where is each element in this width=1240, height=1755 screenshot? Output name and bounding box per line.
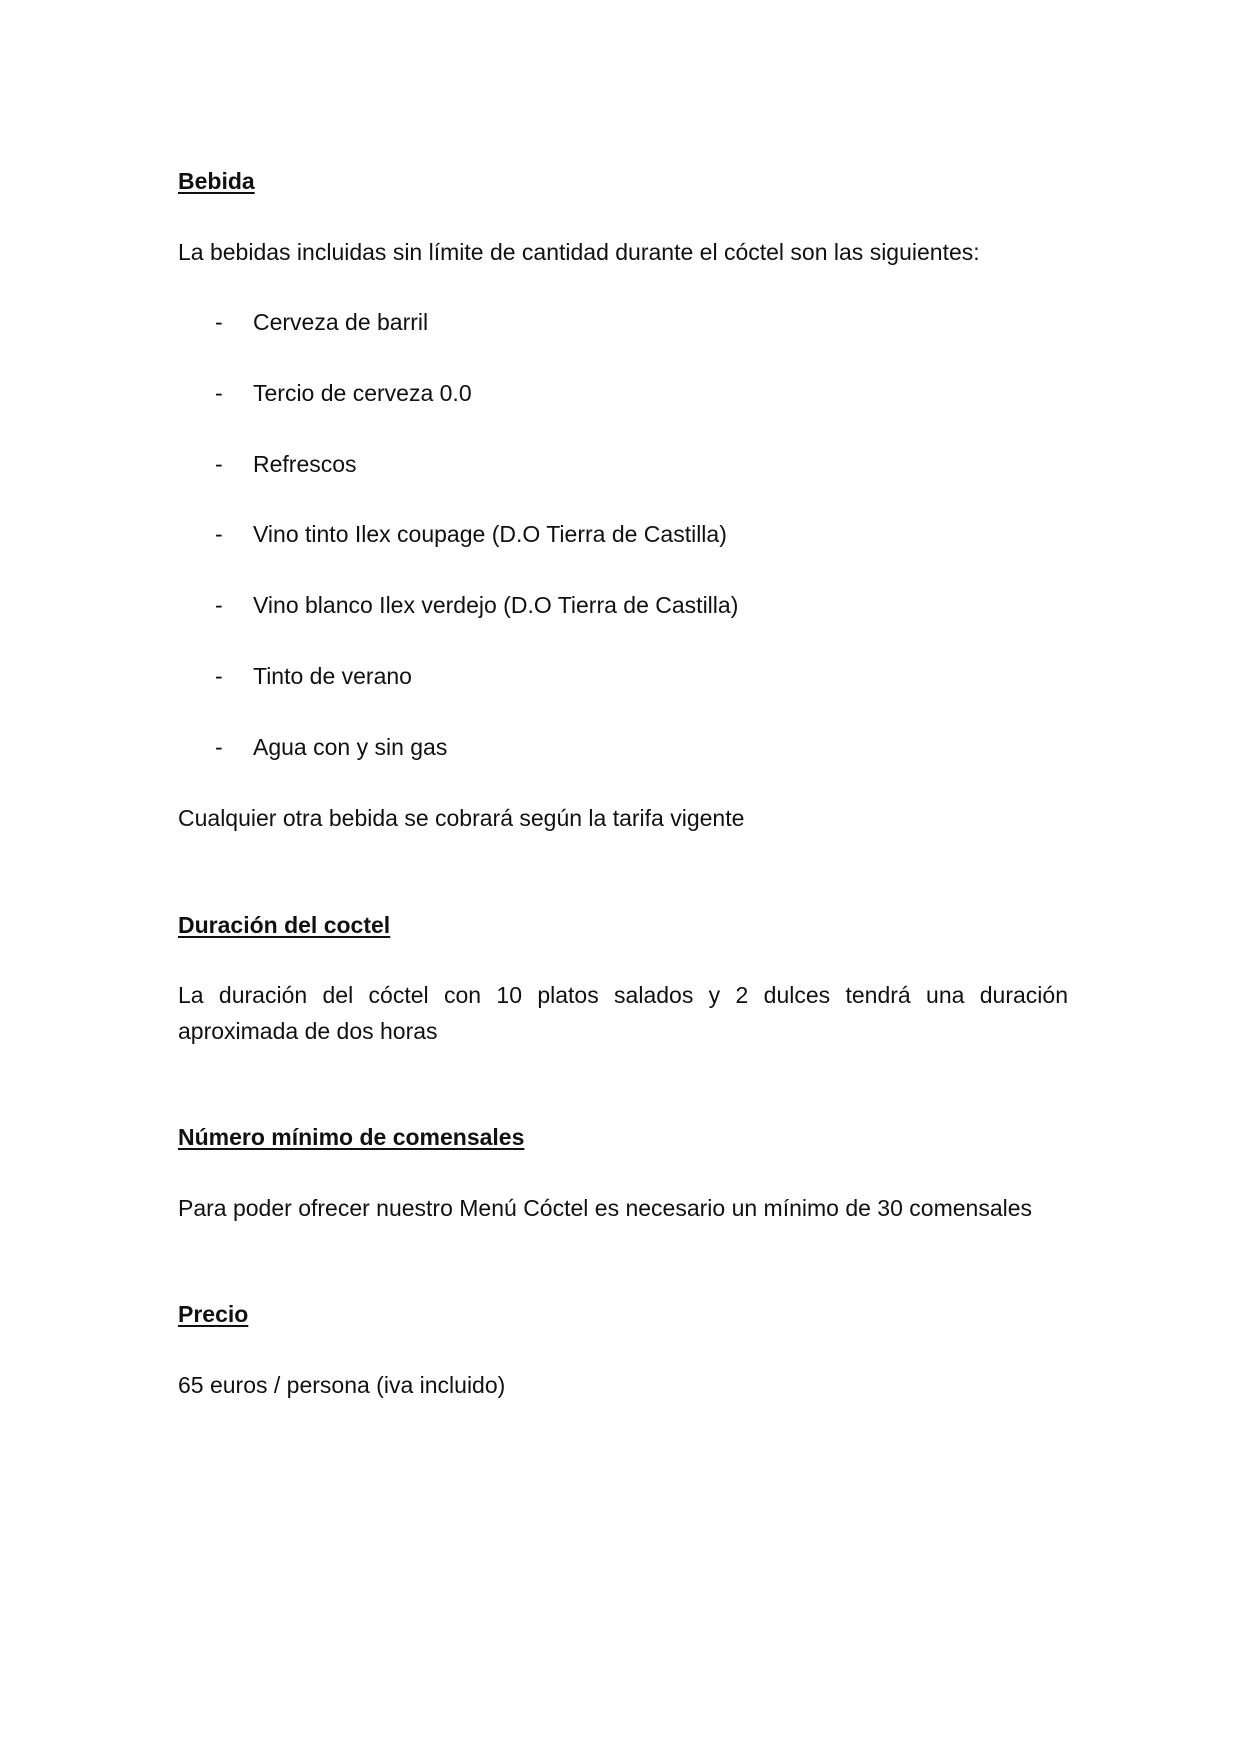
- bullet-dash: -: [215, 592, 223, 618]
- minimo-body: Para poder ofrecer nuestro Menú Cóctel es necesario un mínimo de 30 comensales: [178, 1195, 1033, 1221]
- heading-precio: Precio: [178, 1301, 249, 1327]
- bebida-intro: La bebidas incluidas sin límite de cantidad durante el cóctel son las siguientes:: [178, 239, 980, 265]
- list-item-text: Vino tinto Ilex coupage (D.O Tierra de Castilla): [253, 521, 727, 547]
- document-page: [178, 0, 1068, 1755]
- bebida-footer: Cualquier otra bebida se cobrará según la tarifa vigente: [178, 805, 745, 831]
- precio-body: 65 euros / persona (iva incluido): [178, 1372, 506, 1398]
- bullet-dash: -: [215, 309, 223, 335]
- list-item-text: Agua con y sin gas: [253, 734, 448, 760]
- list-item-text: Vino blanco Ilex verdejo (D.O Tierra de Castilla): [253, 592, 739, 618]
- heading-duracion: Duración del coctel: [178, 912, 391, 938]
- bullet-dash: -: [215, 521, 223, 547]
- bullet-dash: -: [215, 451, 223, 477]
- bullet-dash: -: [215, 380, 223, 406]
- duracion-body: La duración del cóctel con 10 platos salados y 2 dulces tendrá una duración aproximada de dos horas: [178, 982, 1068, 1044]
- bullet-dash: -: [215, 663, 223, 689]
- heading-bebida: Bebida: [178, 168, 255, 194]
- heading-minimo: Número mínimo de comensales: [178, 1124, 525, 1150]
- list-item-text: Cerveza de barril: [253, 309, 429, 335]
- list-item-text: Refrescos: [253, 451, 357, 477]
- list-item-text: Tinto de verano: [253, 663, 412, 689]
- bullet-dash: -: [215, 734, 223, 760]
- list-item-text: Tercio de cerveza 0.0: [253, 380, 472, 406]
